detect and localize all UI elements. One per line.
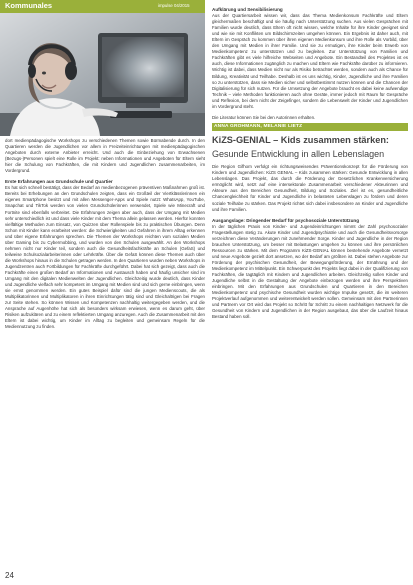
- left-paragraph-1: dort medienpädagogische Workshops zu verschiedenen Themen sowie Bürmabende durch. In den Quartieren werden die Jugendlichen vor allem in Freizeiteinrichtungen mit medienpädagogischen Angeboten durch externe Anbieter erreicht. Und auch die Einbeziehung von Erwachsenen (Bezugs-)Personen spielt eine Rolle im Projekt: neben Informationen und Angeboten für Eltern sieht hier die Schulung von Fachkräften, die mit Kindern und Jugendlichen zusammenarbeiten, im Vordergrund.: [5, 138, 205, 174]
- issue-label: impulse 04/2015: [158, 2, 190, 8]
- page-number: 24: [5, 571, 14, 580]
- section-title: Kommunales: [5, 1, 53, 10]
- article-subtitle: Gesunde Entwicklung in allen Lebenslagen: [212, 149, 385, 160]
- right-paragraph-3: In der täglichen Praxis von Kinder- und Jugendeinrichtungen nimmt der Zahl psychosozialer Fragestellungen stetig zu. Akute Kinder und Jugendpsychiatrie und auch die Gesundheitsvorsorge verzeichnen diese Veränderungen mit zunehmender Sorge. Kinder und Jugendliche in der Region brauchen Unterstützung, um besser mit Belastungen umgehen zu können und ihre persönlichen Ressourcen zu stärken. Mit dem Programm KiZS-GENIAL können bestehende Angebote vernetzt und neue Angebote gezielt dort ansetzen, wo der Bedarf am größten ist. Dabei stehen Angebote zur Förderung der psychischen Gesundheit, der Bewegungsförderung, der Ernährung und der Medienkompetenz im Mittelpunkt. Ein Schwerpunkt des Projekts liegt dabei in der Qualifizierung von Fachkräften, die tagtäglich mit Kindern und Jugendlichen arbeiten. Gleichzeitig sollen Kinder und Jugendliche selbst in die Gestaltung der Angebote einbezogen werden und ihre Perspektiven einbringen. Mit den Erfahrungen aus Grundschulen und Quartieren in den Bereichen Medienkompetenz und psychische Gesundheit wurden wichtige Impulse gesetzt, die im weiteren Projektverlauf aufgenommen und weiterentwickelt werden sollen. Gemeinsam mit den Partnerinnen und Partnern vor Ort wird das Projekt so Schritt für Schritt zu einem nachhaltigen Netzwerk für die Gesundheit von Kindern und Jugendlichen in der Region ausgebaut, das über die Laufzeit hinaus Bestand haben soll.: [212, 223, 408, 320]
- right-heading-ausgangslage: Ausgangslage: Dringender Bedarf für psychosoziale Unterstützung: [212, 217, 360, 223]
- author-byline: ANNA GROHMANN, MELANIE LIETZ: [214, 124, 303, 130]
- right-paragraph-1: Aus der Quartiersarbeit wissen wir, dass das Thema Medienkonsum Fachkräfte und Eltern gleichermaßen beschäftigt und sie häufig nach Unterstützung suchen. Aus vielen Gesprächen mit Familien wurde deutlich, dass Eltern oft nicht wissen, welche Inhalte für ihre Kinder geeignet sind und wie sie mit Konflikten um Bildschirmzeiten umgehen können. Ein Ergebnis ist daher auch, mit Eltern im Gespräch zu kommen über ihren eigenen Medienkonsum und ihre Rolle als Vorbild, über den Umgang mit Medien in ihrer Familie. Und sie zu ermutigen, ihre Kinder beim Erwerb von Medienkompetenz zu unterstützen und zu begleiten. Zur Unterstützung von Familien und Fachkräften gibt es viele hilfreiche Webseiten und Angebote. Ein Bestandteil des Projektes ist es auch, diese Informationen zugänglich zu machen und Eltern wie Fachkräfte darüber zu informieren. Wichtig ist dabei, dass Medien nicht nur als Risiko betrachtet werden, sondern auch als Chance für Bildung, Kreativität und Teilhabe. Deshalb ist es uns wichtig, Kinder, Jugendliche und ihre Familien so zu unterstützen, dass sie Medien sicher und selbstbestimmt nutzen können und die Chancen der Digitalisierung für sich nutzen. Für die Umsetzung der Angebote braucht es dabei keine aufwendige Technik – viele Methoden funktionieren auch ohne Geräte, immer jedoch mit Raum für Gespräche und Reflexion, bei dem nicht der Zeigefinger, sondern die Lebenswelt der Kinder und Jugendlichen im Vordergrund steht.: [212, 13, 408, 109]
- left-paragraph-2: Es hat sich schnell bestätigt, dass der Bedarf an medienbezogenen präventiven Maßnahmen groß ist. Bereits bei Erhebungen an den Grundschulen zeigten, dass ein Großteil der Viertklässlerinnen ein eigenes Smartphone besitzt und mit allen Messenger-Apps und Spiele nutzt: WhatsApp, YouTube, Snapchat und TikTok werden von vielen Grundschülerinnen verwendet, Spiele wie Minecraft und Fortnite sind ebenfalls verbreitet. Die Erfahrungen zeigen aber auch, dass der Umgang mit Medien sehr unterschiedlich ist und dass viele Kinder mit dem Thema allein gelassen werden. Hierfür konnten vielfältige Methoden zum Einsatz, von Quizzen über Rollenspiele bis zu praktischen Übungen. Denn Schon mit Kinder kann erarbeitet werden: die Schwierigkeiten und Gefahren in ihrem Alltag erkennen und über eigene Erfahrungen sprechen. Die Themen der Workshops reichten vom sozialen Medien über Gaming bis zu Cybermobbing, und wurden von den Schulen ausgewählt. An den Workshops nehmen nicht nur Kinder teil, sondern auch die Gesundheitsfachkräfte an Schulen (GefaS) und teilweise Schulsozialarbeiterinnen oder Lehrkräfte. Über die GefaS können diese Themen auch über die Workshops hinaus in die Schulen getragen werden. In den Quartieren wurden neben Workshops in Jugendzentren auch Fortbildungen für Fachkräfte durchgeführt. Dabei hat sich gezeigt, dass auch die Fachkräfte einen großen Bedarf an Informationen und Austausch haben und häufig unsicher sind im Umgang mit den digitalen Medienwelten der Jugendlichen. Gleichzeitig wurde deutlich, dass Kinder und Jugendliche vielfach sehr kompetent im Umgang mit Medien sind und sich gerne einbringen, wenn sie ernst genommen werden. Ein gutes Beispiel dafür sind die jungen Medienscouts, die als Multiplikatorinnen und Multiplikatoren in ihren Einrichtungen tätig sind und Gleichaltrigen bei Fragen zur Seite stehen. So können Wissen und Kompetenzen nachhaltig weitergegeben werden, und die Ansprache auf Augenhöhe hat sich als besonders wirksam erwiesen, wenn es darum geht, über Risiken aufzuklären und zu einem reflektierten Umgang anzuregen. Auch die Zusammenarbeit mit den Eltern ist dabei wichtig, um Kinder im Alltag zu begleiten und gemeinsam Regeln für die Mediennutzung zu finden.: [5, 185, 205, 330]
- right-column: [212, 7, 408, 320]
- right-heading-aufklaerung: Aufklärung und Sensibilisierung: [212, 7, 283, 12]
- left-column: [5, 138, 205, 330]
- photo-child-with-headset: [0, 13, 205, 136]
- right-paragraph-2: Die Region Gifhorn verfolgt ein richtungsweisendes Präventionskonzept für die Förderung von Kindern und Jugendlichen: KiZS GENIAL – Kids zusammen stärken: Gesunde Entwicklung in allen Lebenslagen. Das Projekt, das durch die Förderung der Gesetzlichen Krankenversicherung ermöglicht wird, setzt auf eine intersektorale Zusammenarbeit verschiedener Akteurinnen und Akteure aus den Bereichen Gesundheit, Bildung und Soziales. Ziel ist es, gesundheitliche Chancengleichheit für Kinder und Jugendliche in belasteten Lebenslagen zu fördern und deren soziale Teilhabe zu stärken. Das Projekt richtet sich dabei insbesondere an Kinder und Jugendliche und ihre Familien.: [212, 164, 408, 212]
- section-header-bar: [0, 0, 205, 13]
- byline-bar: [212, 123, 408, 131]
- left-heading-grundschule: Erste Erfahrungen aus Grundschule und Quartier: [5, 179, 113, 185]
- article-title: KiZS-GENIAL – Kids zusammen stärken:: [212, 134, 389, 145]
- literature-note: Die Literatur können Sie bei den Autorinnen erhalten.: [212, 114, 316, 120]
